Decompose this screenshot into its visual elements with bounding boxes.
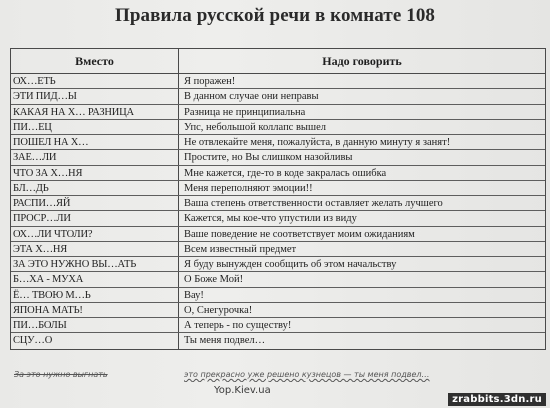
table-row [11,318,545,333]
table-row [11,135,545,150]
say-cell: Упс, небольшой коллапс вышел [184,121,326,133]
say-cell: Я поражен! [184,76,236,87]
table-row [11,211,545,226]
table-row [11,181,545,196]
instead-cell: Б…ХА - МУХА [11,272,179,286]
instead-cell: ПИ…ЕЦ [11,120,179,134]
table-row [11,227,545,242]
table-row [11,120,545,135]
instead-cell: ЧТО ЗА Х…НЯ [11,166,179,180]
say-cell: Кажется, мы кое-что упустили из виду [184,213,357,225]
say-cell: Простите, но Вы слишком назойливы [184,152,353,164]
say-cell: Ваша степень ответственности оставляет желать лучшего [184,198,443,209]
table-row [11,196,545,211]
instead-cell: РАСПИ…ЯЙ [11,196,179,210]
table-header [11,49,545,74]
instead-cell: СЦУ…О [11,333,179,348]
handwritten-right: это прекрасно уже решено кузнецов — ты меня подвел… [184,370,430,379]
say-cell: Ты меня подвел… [184,335,266,347]
instead-cell: ЭТИ ПИД…Ы [11,89,179,103]
instead-cell: ПРОСР…ЛИ [11,211,179,225]
instead-cell: ОХ…ЕТЬ [11,74,179,88]
table-row [11,242,545,257]
instead-cell: ЭТА Х…НЯ [11,242,179,256]
rules-table [10,48,546,350]
table-row [11,150,545,165]
source-site-label: Yop.Kiev.ua [214,385,271,396]
say-cell: А теперь - по существу! [184,320,292,331]
page-title: Правила русской речи в комнате 108 [114,5,436,26]
table-body [11,74,545,349]
say-cell: О Боже Мой! [184,274,244,286]
instead-cell: ПОШЕЛ НА Х… [11,135,179,149]
table-row [11,288,545,303]
instead-cell: БЛ…ДЬ [11,181,179,195]
handwritten-note [10,370,546,382]
table-row [11,166,545,181]
table-row [11,272,545,287]
handwritten-left: За это нужно выгнать [14,370,108,379]
say-cell: Я буду вынужден сообщить об этом начальству [184,259,397,270]
say-cell: Ваше поведение не соответствует моим ожиданиям [184,228,415,240]
table-row [11,105,545,120]
instead-cell: Ё… ТВОЮ М…Ь [11,288,179,302]
watermark-label: zrabbits.3dn.ru [448,393,546,406]
say-cell: Разница не принципиальна [184,106,306,118]
table-row [11,333,545,348]
instead-cell: ЯПОНА МАТЬ! [11,303,179,317]
say-cell: Мне кажется, где-то в коде закралась ошибка [184,167,387,179]
say-cell: В данном случае они неправы [184,91,319,103]
say-cell: Вау! [184,289,204,301]
header-say: Надо говорить [322,54,402,68]
instead-cell: ЗА ЭТО НУЖНО ВЫ…АТЬ [11,257,179,271]
instead-cell: ПИ…БОЛЫ [11,318,179,332]
table-row [11,303,545,318]
instead-cell: ОХ…ЛИ ЧТОЛИ? [11,227,179,241]
say-cell: Всем известный предмет [184,243,297,255]
say-cell: Не отвлекайте меня, пожалуйста, в данную минуту я занят! [184,137,451,148]
table-row [11,74,545,89]
header-instead: Вместо [11,49,179,73]
say-cell: О, Снегурочка! [184,304,253,316]
instead-cell: ЗАЕ…ЛИ [11,150,179,164]
table-row [11,89,545,104]
instead-cell: КАКАЯ НА Х… РАЗНИЦА [11,105,179,119]
table-row [11,257,545,272]
say-cell: Меня переполняют эмоции!! [184,182,313,194]
